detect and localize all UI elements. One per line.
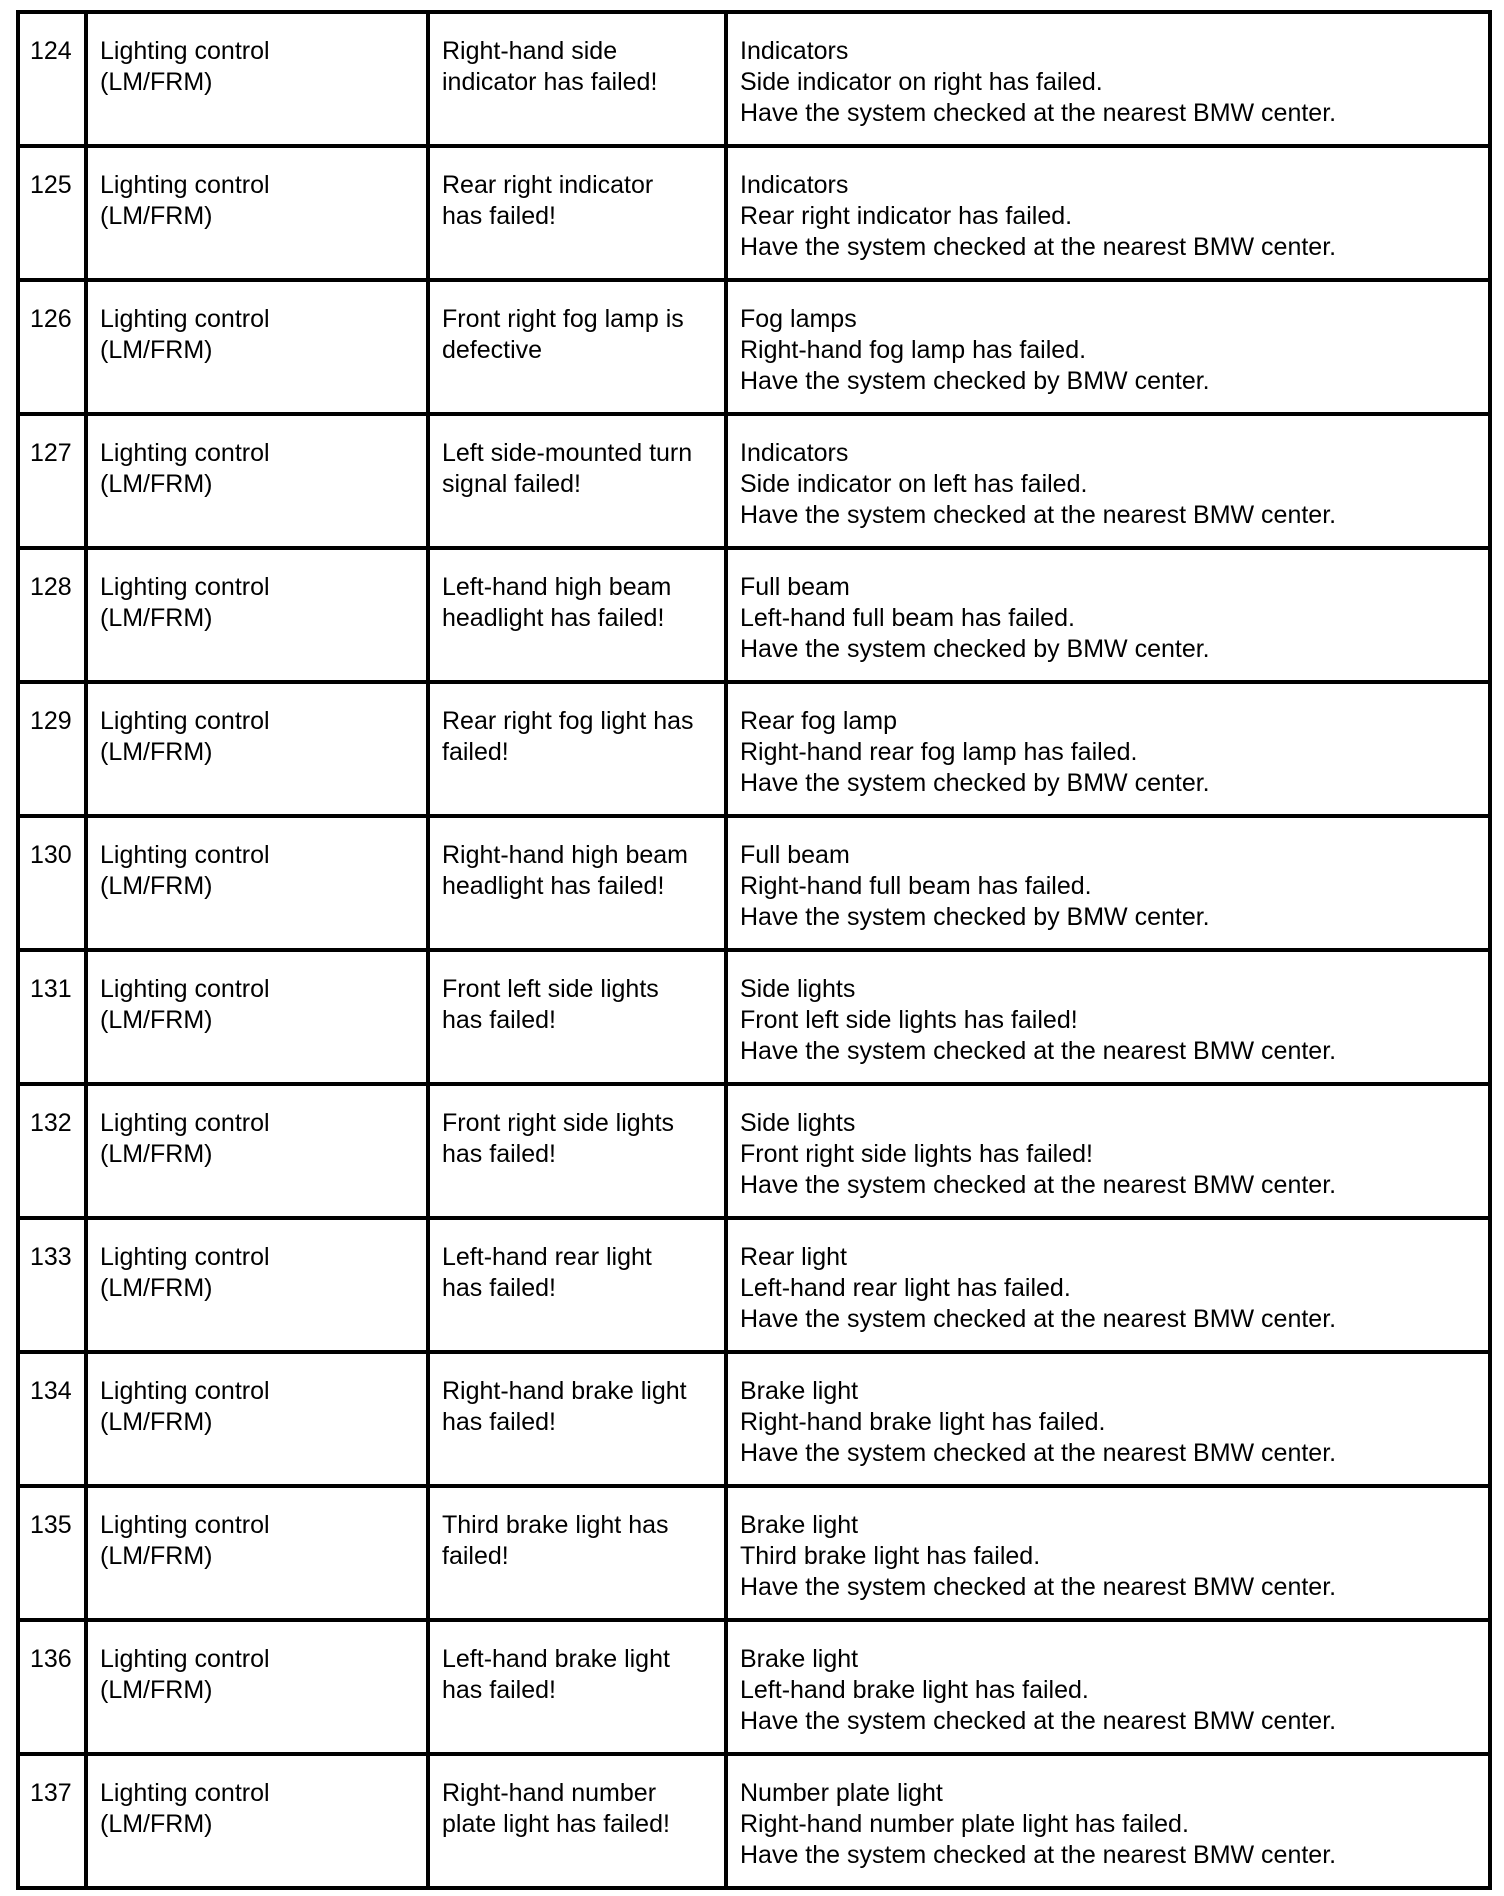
fault-number-cell: 135 (18, 1486, 86, 1620)
display-message-cell: Right-hand brake light has failed! (428, 1352, 726, 1486)
description-cell: Brake light Right-hand brake light has failed. Have the system checked at the nearest BMW center. (726, 1352, 1490, 1486)
table-row (18, 1084, 1490, 1218)
fault-number-cell: 125 (18, 146, 86, 280)
fault-number-cell: 126 (18, 280, 86, 414)
control-unit-cell: Lighting control (LM/FRM) (86, 1754, 428, 1888)
description-cell: Full beam Left-hand full beam has failed. Have the system checked by BMW center. (726, 548, 1490, 682)
description-cell: Rear light Left-hand rear light has failed. Have the system checked at the nearest BMW center. (726, 1218, 1490, 1352)
table-row (18, 414, 1490, 548)
table-row (18, 816, 1490, 950)
display-message-cell: Left-hand brake light has failed! (428, 1620, 726, 1754)
description-cell: Indicators Side indicator on left has failed. Have the system checked at the nearest BMW center. (726, 414, 1490, 548)
display-message-cell: Right-hand side indicator has failed! (428, 12, 726, 146)
fault-number-cell: 133 (18, 1218, 86, 1352)
description-cell: Side lights Front left side lights has failed! Have the system checked at the nearest BMW center. (726, 950, 1490, 1084)
description-cell: Side lights Front right side lights has failed! Have the system checked at the nearest BMW center. (726, 1084, 1490, 1218)
fault-number-cell: 124 (18, 12, 86, 146)
display-message-cell: Front left side lights has failed! (428, 950, 726, 1084)
display-message-cell: Left-hand high beam headlight has failed! (428, 548, 726, 682)
table-row (18, 548, 1490, 682)
table-row (18, 146, 1490, 280)
fault-number-cell: 131 (18, 950, 86, 1084)
control-unit-cell: Lighting control (LM/FRM) (86, 280, 428, 414)
display-message-cell: Front right side lights has failed! (428, 1084, 726, 1218)
control-unit-cell: Lighting control (LM/FRM) (86, 950, 428, 1084)
control-unit-cell: Lighting control (LM/FRM) (86, 1620, 428, 1754)
display-message-cell: Rear right indicator has failed! (428, 146, 726, 280)
control-unit-cell: Lighting control (LM/FRM) (86, 1352, 428, 1486)
control-unit-cell: Lighting control (LM/FRM) (86, 682, 428, 816)
display-message-cell: Left-hand rear light has failed! (428, 1218, 726, 1352)
table-row (18, 1352, 1490, 1486)
fault-number-cell: 127 (18, 414, 86, 548)
table-row (18, 1486, 1490, 1620)
description-cell: Brake light Left-hand brake light has failed. Have the system checked at the nearest BMW center. (726, 1620, 1490, 1754)
fault-message-table (16, 10, 1492, 1890)
fault-number-cell: 130 (18, 816, 86, 950)
description-cell: Indicators Rear right indicator has failed. Have the system checked at the nearest BMW center. (726, 146, 1490, 280)
fault-number-cell: 129 (18, 682, 86, 816)
control-unit-cell: Lighting control (LM/FRM) (86, 1084, 428, 1218)
description-cell: Full beam Right-hand full beam has failed. Have the system checked by BMW center. (726, 816, 1490, 950)
table-row (18, 1754, 1490, 1888)
fault-message-table-body (18, 12, 1490, 1888)
fault-number-cell: 136 (18, 1620, 86, 1754)
table-row (18, 950, 1490, 1084)
fault-number-cell: 134 (18, 1352, 86, 1486)
table-row (18, 12, 1490, 146)
control-unit-cell: Lighting control (LM/FRM) (86, 548, 428, 682)
description-cell: Indicators Side indicator on right has failed. Have the system checked at the nearest BMW center. (726, 12, 1490, 146)
description-cell: Number plate light Right-hand number plate light has failed. Have the system checked at the nearest BMW center. (726, 1754, 1490, 1888)
control-unit-cell: Lighting control (LM/FRM) (86, 414, 428, 548)
table-row (18, 682, 1490, 816)
control-unit-cell: Lighting control (LM/FRM) (86, 816, 428, 950)
control-unit-cell: Lighting control (LM/FRM) (86, 146, 428, 280)
control-unit-cell: Lighting control (LM/FRM) (86, 1218, 428, 1352)
table-row (18, 1218, 1490, 1352)
display-message-cell: Front right fog lamp is defective (428, 280, 726, 414)
display-message-cell: Third brake light has failed! (428, 1486, 726, 1620)
fault-number-cell: 132 (18, 1084, 86, 1218)
display-message-cell: Rear right fog light has failed! (428, 682, 726, 816)
description-cell: Rear fog lamp Right-hand rear fog lamp has failed. Have the system checked by BMW center. (726, 682, 1490, 816)
display-message-cell: Right-hand number plate light has failed! (428, 1754, 726, 1888)
fault-number-cell: 137 (18, 1754, 86, 1888)
description-cell: Brake light Third brake light has failed. Have the system checked at the nearest BMW center. (726, 1486, 1490, 1620)
description-cell: Fog lamps Right-hand fog lamp has failed. Have the system checked by BMW center. (726, 280, 1490, 414)
control-unit-cell: Lighting control (LM/FRM) (86, 1486, 428, 1620)
display-message-cell: Right-hand high beam headlight has failed! (428, 816, 726, 950)
fault-number-cell: 128 (18, 548, 86, 682)
control-unit-cell: Lighting control (LM/FRM) (86, 12, 428, 146)
table-row (18, 1620, 1490, 1754)
display-message-cell: Left side-mounted turn signal failed! (428, 414, 726, 548)
table-row (18, 280, 1490, 414)
